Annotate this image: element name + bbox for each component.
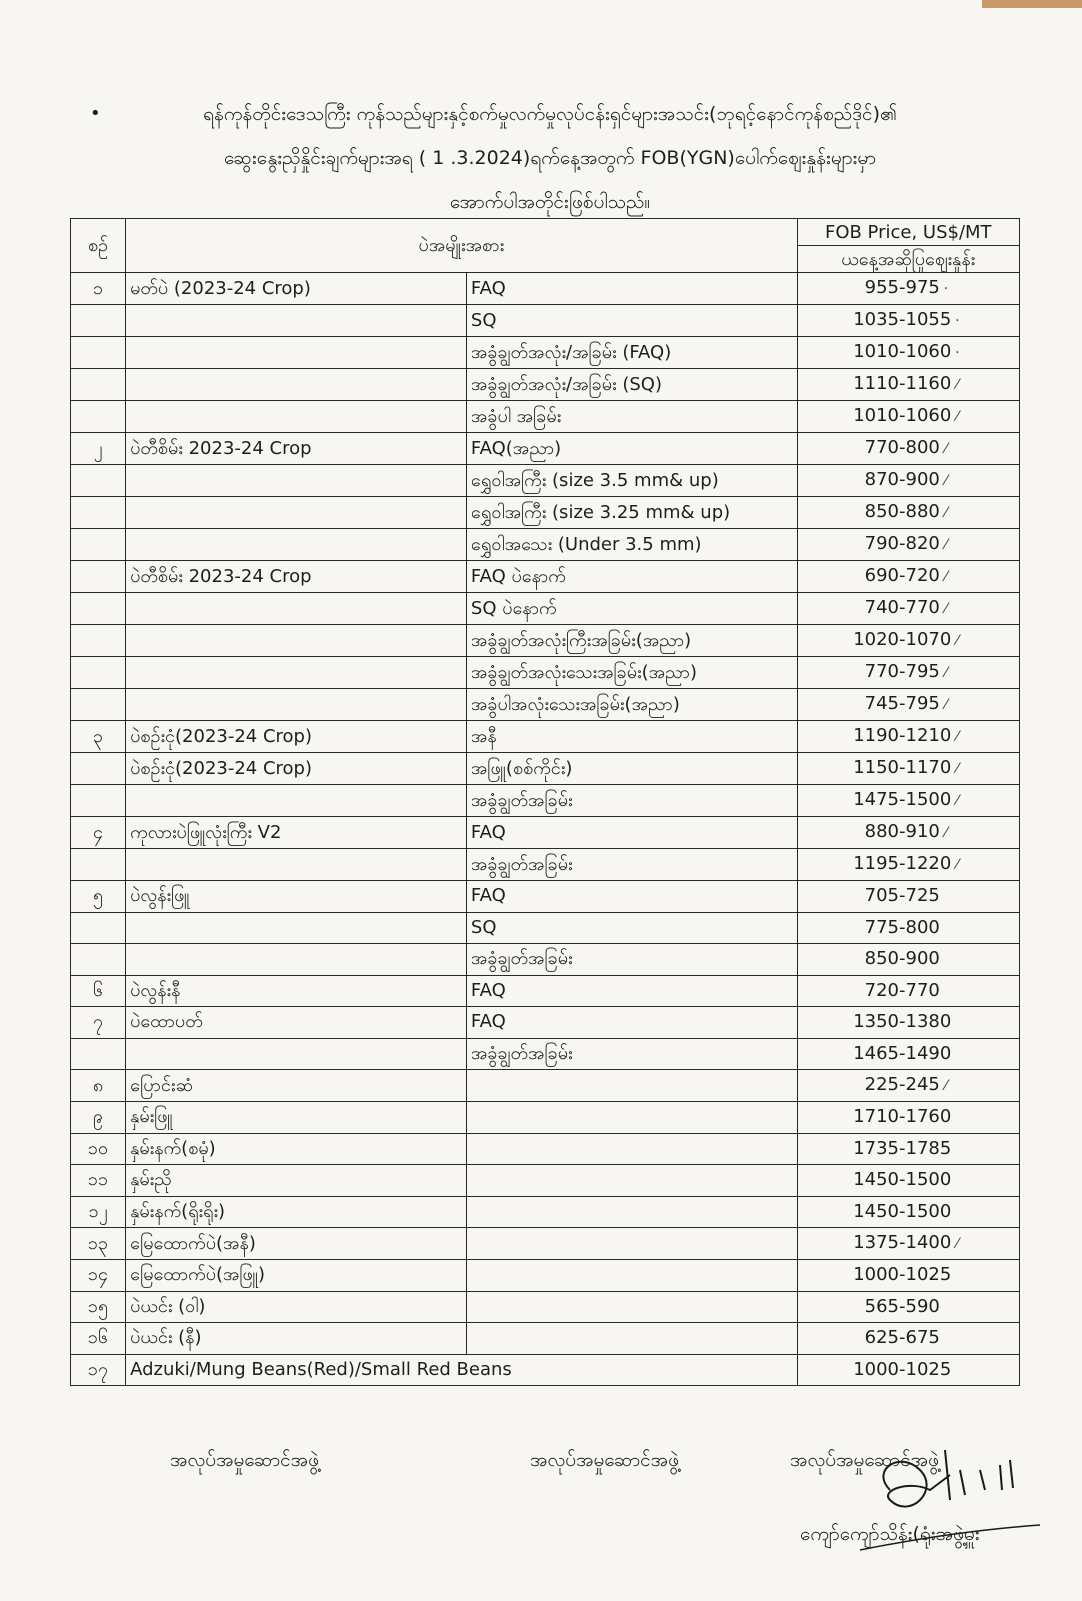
item-grade: SQ ပဲနောက် bbox=[466, 593, 797, 625]
item-name bbox=[126, 305, 467, 337]
row-number: ၁၇ bbox=[71, 1354, 126, 1386]
footer-committee-center: အလုပ်အမှုဆောင်အဖွဲ့ bbox=[530, 1449, 679, 1471]
heading-line-3: အောက်ပါအတိုင်းဖြစ်ပါသည်။ bbox=[449, 191, 651, 213]
bullet-dot-icon: • bbox=[90, 103, 101, 124]
table-row bbox=[71, 369, 1020, 401]
item-grade: အခွံချွတ်အလုံးသေးအခြမ်း(အညာ) bbox=[466, 657, 797, 689]
table-row bbox=[71, 1038, 1020, 1070]
check-mark-icon: ⁄ bbox=[944, 537, 948, 553]
fob-price bbox=[797, 944, 1019, 976]
item-grade: FAQ bbox=[466, 975, 797, 1007]
item-name: ပြောင်းဆံ bbox=[126, 1070, 467, 1102]
footer-committee-right: အလုပ်အမှုဆောင်အဖွဲ့ bbox=[790, 1449, 939, 1471]
table-row bbox=[71, 497, 1020, 529]
price-value: 1735-1785 bbox=[853, 1137, 952, 1159]
table-body bbox=[71, 273, 1020, 1386]
signer-name: ကျော်ကျော်သိန်း(ရုံးအဖွဲ့မှူး bbox=[800, 1523, 980, 1545]
check-mark-icon: ⁄ bbox=[944, 665, 948, 681]
fob-price bbox=[797, 1196, 1019, 1228]
price-value: 870-900 bbox=[864, 469, 940, 490]
row-number bbox=[71, 753, 126, 785]
check-mark-icon: ⁄ bbox=[956, 761, 959, 777]
fob-price bbox=[797, 1070, 1019, 1102]
item-name bbox=[126, 625, 467, 657]
table-row bbox=[71, 1007, 1020, 1039]
fob-price bbox=[797, 369, 1019, 401]
header-no: စဉ် bbox=[71, 219, 126, 273]
item-grade bbox=[466, 1291, 797, 1323]
fob-price bbox=[797, 1228, 1019, 1260]
table-row bbox=[71, 529, 1020, 561]
fob-price bbox=[797, 1260, 1019, 1292]
item-name bbox=[126, 465, 467, 497]
table-row bbox=[71, 975, 1020, 1007]
row-number: ၁၆ bbox=[71, 1323, 126, 1355]
footer-committee-left: အလုပ်အမှုဆောင်အဖွဲ့ bbox=[170, 1449, 319, 1471]
price-value: 955-975 bbox=[864, 277, 940, 298]
fob-price bbox=[797, 497, 1019, 529]
check-mark-icon: ⁄ bbox=[944, 1078, 948, 1094]
item-grade: ရွှေဝါအကြီး (size 3.5 mm& up) bbox=[466, 465, 797, 497]
row-number bbox=[71, 785, 126, 817]
fob-price bbox=[797, 721, 1019, 753]
price-value: 740-770 bbox=[864, 597, 940, 618]
row-number: ၁၂ bbox=[71, 1196, 126, 1228]
item-name bbox=[126, 689, 467, 721]
price-value: 690-720 bbox=[864, 565, 940, 586]
fob-price bbox=[797, 912, 1019, 944]
item-name bbox=[126, 593, 467, 625]
check-mark-icon: ⁄ bbox=[944, 505, 948, 521]
table-row bbox=[71, 625, 1020, 657]
item-grade bbox=[466, 1165, 797, 1197]
item-name bbox=[126, 944, 467, 976]
check-mark-icon: ⁄ bbox=[956, 633, 959, 649]
table-row bbox=[71, 721, 1020, 753]
row-number: ၃ bbox=[71, 721, 126, 753]
fob-price bbox=[797, 1133, 1019, 1165]
table-row bbox=[71, 881, 1020, 913]
item-grade: FAQ bbox=[466, 817, 797, 849]
table-row bbox=[71, 433, 1020, 465]
fob-price bbox=[797, 1291, 1019, 1323]
price-value: 705-725 bbox=[864, 885, 940, 907]
price-value: 1475-1500 bbox=[853, 789, 952, 810]
item-name: နှမ်းညို bbox=[126, 1165, 467, 1197]
fob-price bbox=[797, 401, 1019, 433]
document-heading bbox=[90, 92, 1000, 224]
item-grade bbox=[466, 1260, 797, 1292]
table-header-row bbox=[71, 219, 1020, 246]
item-name bbox=[126, 1038, 467, 1070]
item-grade: အဖြူ(စစ်ကိုင်း) bbox=[466, 753, 797, 785]
item-name: နှမ်းနက်(ရိုးရိုး) bbox=[126, 1196, 467, 1228]
price-value: 850-900 bbox=[864, 948, 940, 970]
table-row bbox=[71, 1196, 1020, 1228]
row-number bbox=[71, 561, 126, 593]
row-number: ၄ bbox=[71, 817, 126, 849]
price-value: 770-795 bbox=[864, 661, 940, 682]
item-name: ပဲထောပတ် bbox=[126, 1007, 467, 1039]
check-mark-icon: ⁄ bbox=[944, 697, 948, 713]
fob-price bbox=[797, 689, 1019, 721]
handwritten-signature bbox=[850, 1430, 1050, 1580]
check-mark-icon: ⁄ bbox=[956, 1236, 959, 1252]
item-grade: SQ bbox=[466, 305, 797, 337]
price-value: 1190-1210 bbox=[853, 725, 952, 746]
table-row bbox=[71, 593, 1020, 625]
header-price-top: FOB Price, US$/MT bbox=[797, 219, 1019, 246]
fob-price bbox=[797, 433, 1019, 465]
item-name: မြေထောက်ပဲ(အဖြူ) bbox=[126, 1260, 467, 1292]
price-value: 1350-1380 bbox=[853, 1011, 952, 1033]
row-number: ၂ bbox=[71, 433, 126, 465]
item-name: ကုလားပဲဖြူလုံးကြီး V2 bbox=[126, 817, 467, 849]
price-value: 225-245 bbox=[864, 1074, 940, 1095]
price-value: 625-675 bbox=[864, 1327, 940, 1349]
row-number bbox=[71, 657, 126, 689]
item-grade: အခွံပါအလုံးသေးအခြမ်း(အညာ) bbox=[466, 689, 797, 721]
item-name: ပဲယင်း (နီ) bbox=[126, 1323, 467, 1355]
price-value: 1450-1500 bbox=[853, 1200, 952, 1222]
item-name: ပဲစဉ်းငုံ(2023-24 Crop) bbox=[126, 721, 467, 753]
table-row bbox=[71, 1260, 1020, 1292]
item-name: ပဲယင်း (ဝါ) bbox=[126, 1291, 467, 1323]
row-number: ၁ bbox=[71, 273, 126, 305]
price-value: 850-880 bbox=[864, 501, 940, 522]
fob-price bbox=[797, 273, 1019, 305]
table-row bbox=[71, 785, 1020, 817]
item-name bbox=[126, 497, 467, 529]
item-grade: SQ bbox=[466, 912, 797, 944]
row-number bbox=[71, 529, 126, 561]
row-number: ၉ bbox=[71, 1102, 126, 1134]
item-name: ပဲတီစိမ်း 2023-24 Crop bbox=[126, 433, 467, 465]
row-number: ၁၀ bbox=[71, 1133, 126, 1165]
fob-price bbox=[797, 561, 1019, 593]
price-value: 775-800 bbox=[864, 916, 940, 938]
item-name: ပဲလွန်းဖြူ bbox=[126, 881, 467, 913]
row-number: ၁၄ bbox=[71, 1260, 126, 1292]
row-number: ၁၅ bbox=[71, 1291, 126, 1323]
row-number bbox=[71, 912, 126, 944]
table-row bbox=[71, 1070, 1020, 1102]
fob-price bbox=[797, 1165, 1019, 1197]
check-mark-icon: ⁄ bbox=[956, 729, 959, 745]
price-value: 745-795 bbox=[864, 693, 940, 714]
price-value: 1035-1055 bbox=[853, 309, 952, 330]
check-mark-icon: ⁄ bbox=[944, 825, 948, 841]
table-row bbox=[71, 689, 1020, 721]
price-value: 790-820 bbox=[864, 533, 940, 554]
price-value: 1195-1220 bbox=[853, 853, 952, 874]
row-number: ၁၁ bbox=[71, 1165, 126, 1197]
item-name bbox=[126, 529, 467, 561]
row-number bbox=[71, 305, 126, 337]
fob-price bbox=[797, 1354, 1019, 1386]
check-mark-icon: · bbox=[943, 281, 949, 297]
item-name bbox=[126, 369, 467, 401]
fob-price bbox=[797, 657, 1019, 689]
item-grade: အခွံချွတ်အခြမ်း bbox=[466, 944, 797, 976]
check-mark-icon: ⁄ bbox=[956, 409, 959, 425]
item-grade: ရွှေဝါအကြီး (size 3.25 mm& up) bbox=[466, 497, 797, 529]
item-name: Adzuki/Mung Beans(Red)/Small Red Beans bbox=[126, 1354, 797, 1386]
table-row bbox=[71, 817, 1020, 849]
fob-price bbox=[797, 753, 1019, 785]
heading-line-1: ရန်ကုန်တိုင်းဒေသကြီး ကုန်သည်များနှင့်စက်မှုလက်မှုလုပ်ငန်းရှင်များအသင်း(ဘုရင့်နောင်ကုန်စည်ဒိုင်)၏ bbox=[203, 103, 897, 125]
item-grade: အခွံချွတ်အလုံးကြီးအခြမ်း(အညာ) bbox=[466, 625, 797, 657]
check-mark-icon: ⁄ bbox=[944, 569, 948, 585]
price-value: 1375-1400 bbox=[853, 1232, 952, 1253]
price-value: 1450-1500 bbox=[853, 1169, 952, 1191]
fob-price bbox=[797, 1102, 1019, 1134]
corner-mark bbox=[982, 0, 1082, 8]
item-name: မြေထောက်ပဲ(အနီ) bbox=[126, 1228, 467, 1260]
item-name bbox=[126, 657, 467, 689]
table-row bbox=[71, 849, 1020, 881]
check-mark-icon: ⁄ bbox=[944, 441, 948, 457]
table-row bbox=[71, 1228, 1020, 1260]
price-value: 1010-1060 bbox=[853, 405, 952, 426]
row-number bbox=[71, 625, 126, 657]
check-mark-icon: ⁄ bbox=[944, 473, 948, 489]
table-row bbox=[71, 401, 1020, 433]
item-grade: FAQ bbox=[466, 1007, 797, 1039]
check-mark-icon: · bbox=[955, 313, 960, 329]
price-value: 1010-1060 bbox=[853, 341, 952, 362]
price-value: 770-800 bbox=[864, 437, 940, 458]
table-row bbox=[71, 944, 1020, 976]
check-mark-icon: ⁄ bbox=[956, 793, 959, 809]
price-value: 1150-1170 bbox=[853, 757, 952, 778]
row-number bbox=[71, 689, 126, 721]
table-row bbox=[71, 273, 1020, 305]
row-number bbox=[71, 593, 126, 625]
fob-price bbox=[797, 529, 1019, 561]
fob-price bbox=[797, 593, 1019, 625]
fob-price bbox=[797, 465, 1019, 497]
item-grade: အခွံချွတ်အလုံး/အခြမ်း (FAQ) bbox=[466, 337, 797, 369]
row-number bbox=[71, 465, 126, 497]
item-grade: ရွှေဝါအသေး (Under 3.5 mm) bbox=[466, 529, 797, 561]
header-price-bottom: ယနေ့အဆိုပြုဈေးနှုန်း bbox=[797, 246, 1019, 273]
header-item: ပဲအမျိုးအစား bbox=[126, 219, 797, 273]
row-number bbox=[71, 369, 126, 401]
table-row bbox=[71, 1133, 1020, 1165]
item-grade: အခွံချွတ်အခြမ်း bbox=[466, 1038, 797, 1070]
fob-price bbox=[797, 1007, 1019, 1039]
row-number bbox=[71, 337, 126, 369]
item-name: ပဲစဉ်းငုံ(2023-24 Crop) bbox=[126, 753, 467, 785]
item-name: နှမ်းနက်(စမုံ) bbox=[126, 1133, 467, 1165]
table-row bbox=[71, 305, 1020, 337]
fob-price bbox=[797, 881, 1019, 913]
table-row bbox=[71, 912, 1020, 944]
item-grade: FAQ bbox=[466, 273, 797, 305]
price-value: 1710-1760 bbox=[853, 1106, 952, 1128]
item-grade bbox=[466, 1070, 797, 1102]
item-grade bbox=[466, 1196, 797, 1228]
fob-price bbox=[797, 1038, 1019, 1070]
check-mark-icon: ⁄ bbox=[956, 377, 959, 393]
price-table bbox=[70, 218, 1020, 1386]
price-value: 1465-1490 bbox=[853, 1042, 952, 1064]
table-row bbox=[71, 1354, 1020, 1386]
item-name: နှမ်းဖြူ bbox=[126, 1102, 467, 1134]
table-row bbox=[71, 1291, 1020, 1323]
item-grade: FAQ ပဲနောက် bbox=[466, 561, 797, 593]
row-number bbox=[71, 944, 126, 976]
table-row bbox=[71, 1165, 1020, 1197]
check-mark-icon: ⁄ bbox=[956, 857, 959, 873]
fob-price bbox=[797, 785, 1019, 817]
table-row bbox=[71, 1323, 1020, 1355]
item-name: မတ်ပဲ (2023-24 Crop) bbox=[126, 273, 467, 305]
row-number bbox=[71, 401, 126, 433]
fob-price bbox=[797, 817, 1019, 849]
table-row bbox=[71, 1102, 1020, 1134]
item-grade bbox=[466, 1323, 797, 1355]
fob-price bbox=[797, 975, 1019, 1007]
check-mark-icon: ⁄ bbox=[944, 601, 948, 617]
row-number: ၁၃ bbox=[71, 1228, 126, 1260]
row-number: ၈ bbox=[71, 1070, 126, 1102]
item-grade bbox=[466, 1228, 797, 1260]
fob-price bbox=[797, 337, 1019, 369]
item-grade: အခွံချွတ်အလုံး/အခြမ်း (SQ) bbox=[466, 369, 797, 401]
item-grade bbox=[466, 1133, 797, 1165]
item-name: ပဲလွန်းနီ bbox=[126, 975, 467, 1007]
table-row bbox=[71, 657, 1020, 689]
item-grade: အခွံပါ အခြမ်း bbox=[466, 401, 797, 433]
item-name bbox=[126, 849, 467, 881]
item-grade: အခွံချွတ်အခြမ်း bbox=[466, 785, 797, 817]
fob-price bbox=[797, 305, 1019, 337]
row-number bbox=[71, 1038, 126, 1070]
heading-line-2: ဆွေးနွေးညှိနှိုင်းချက်များအရ ( 1 .3.2024)ရက်နေ့အတွက် FOB(YGN)ပေါက်ဈေးနှုန်းများမှာ bbox=[223, 147, 877, 169]
item-name bbox=[126, 785, 467, 817]
price-value: 1000-1025 bbox=[853, 1358, 952, 1380]
item-grade: FAQ(အညာ) bbox=[466, 433, 797, 465]
table-row bbox=[71, 465, 1020, 497]
item-grade bbox=[466, 1102, 797, 1134]
fob-price bbox=[797, 849, 1019, 881]
price-value: 1000-1025 bbox=[853, 1264, 952, 1286]
row-number: ၆ bbox=[71, 975, 126, 1007]
item-grade: အခွံချွတ်အခြမ်း bbox=[466, 849, 797, 881]
table-row bbox=[71, 337, 1020, 369]
item-name: ပဲတီစိမ်း 2023-24 Crop bbox=[126, 561, 467, 593]
item-grade: FAQ bbox=[466, 881, 797, 913]
fob-price bbox=[797, 625, 1019, 657]
row-number: ၅ bbox=[71, 881, 126, 913]
item-name bbox=[126, 912, 467, 944]
row-number bbox=[71, 497, 126, 529]
row-number bbox=[71, 849, 126, 881]
fob-price bbox=[797, 1323, 1019, 1355]
price-value: 565-590 bbox=[864, 1295, 940, 1317]
table-row bbox=[71, 561, 1020, 593]
table-row bbox=[71, 753, 1020, 785]
price-value: 1110-1160 bbox=[853, 373, 952, 394]
row-number: ၇ bbox=[71, 1007, 126, 1039]
item-name bbox=[126, 401, 467, 433]
item-grade: အနီ bbox=[466, 721, 797, 753]
price-value: 880-910 bbox=[864, 821, 940, 842]
item-name bbox=[126, 337, 467, 369]
price-value: 720-770 bbox=[864, 979, 940, 1001]
price-value: 1020-1070 bbox=[853, 629, 952, 650]
check-mark-icon: · bbox=[955, 345, 960, 361]
